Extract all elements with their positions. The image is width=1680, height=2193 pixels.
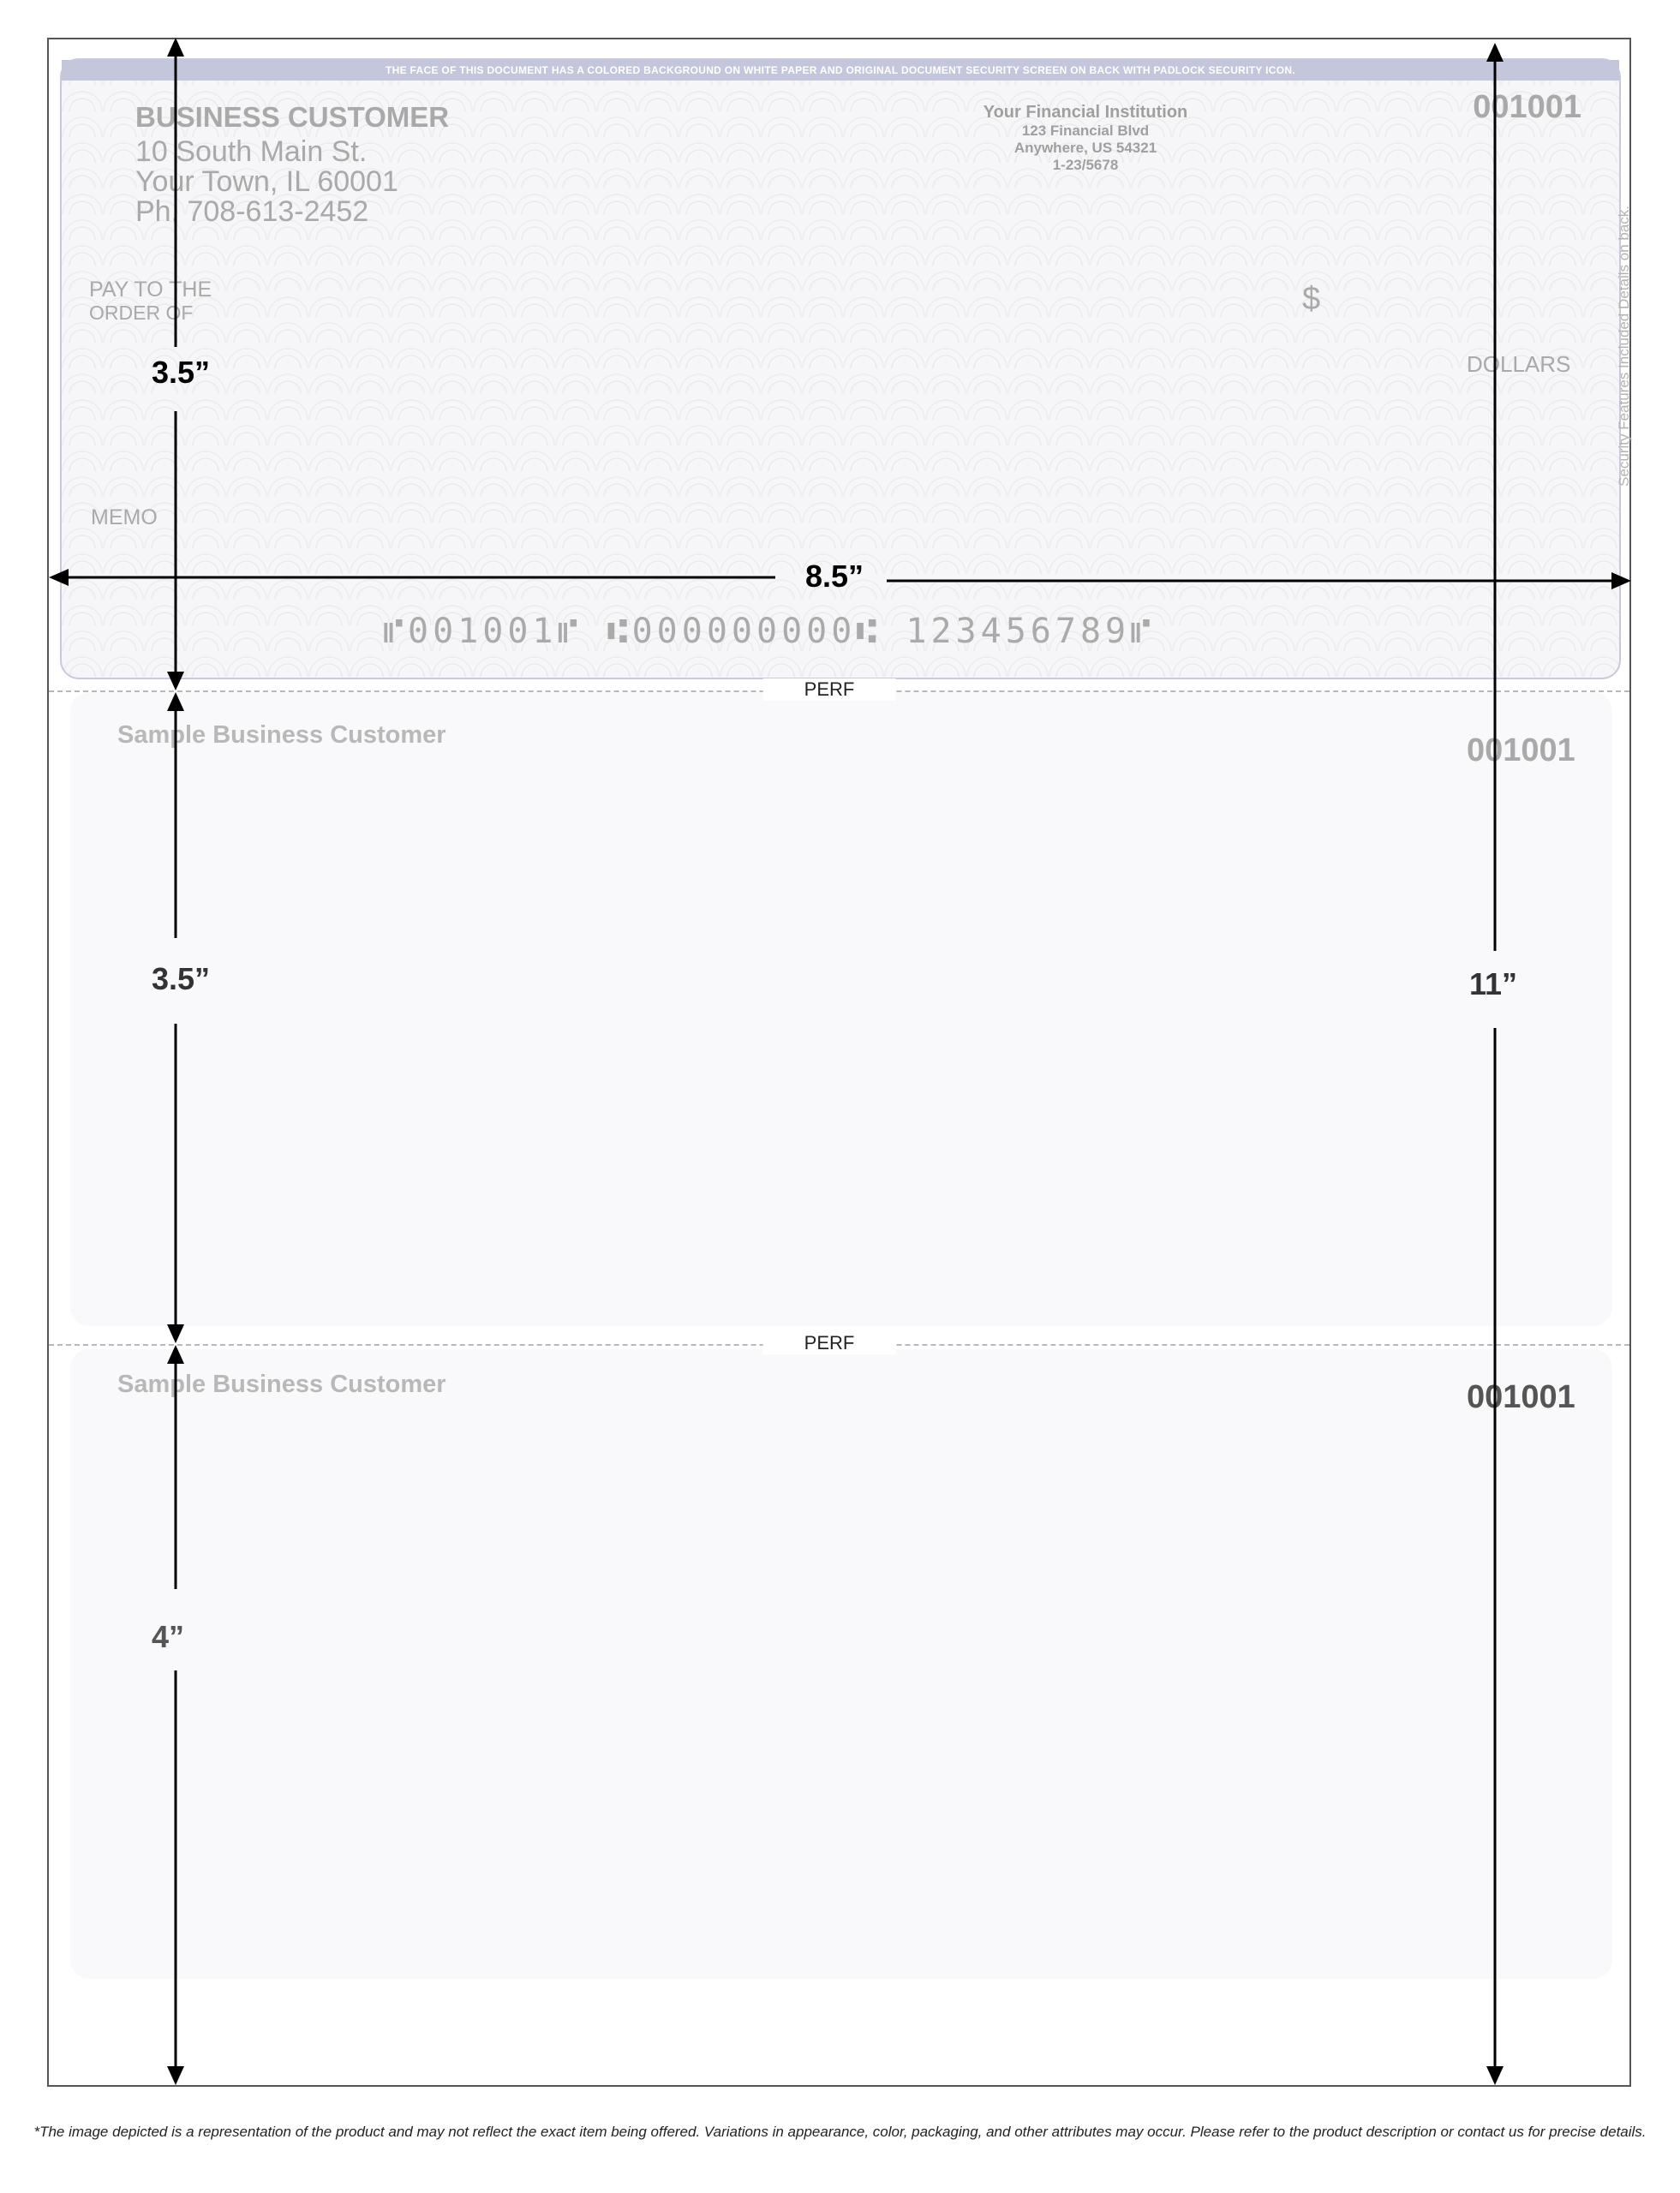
dimension-label-total-height: 11” — [1469, 966, 1518, 1001]
pay-to-label: PAY TO THE — [89, 278, 212, 302]
business-phone: Ph. 708-613-2452 — [135, 195, 369, 228]
business-address-line1: 10 South Main St. — [135, 135, 368, 168]
dimension-label-check-height: 3.5” — [152, 355, 211, 390]
bank-fraction: 1-23/5678 — [1052, 157, 1119, 173]
disclaimer-text: *The image depicted is a representation of the product and may not reflect the exact item being offered. Variations in appearance, color, packaging, and other attributes may occur. Please refer to the product description or contact us for precise details. — [33, 2124, 1647, 2140]
dimension-label-width: 8.5” — [805, 559, 864, 594]
stub-2-check-number: 001001 — [1467, 1379, 1575, 1415]
security-banner: THE FACE OF THIS DOCUMENT HAS A COLORED BACKGROUND ON WHITE PAPER AND ORIGINAL DOCUMENT SECURITY SCREEN ON BACK WITH PADLOCK SECURITY ICON. — [62, 60, 1619, 81]
perf-label-2: PERF — [763, 1332, 896, 1354]
business-address-line2: Your Town, IL 60001 — [135, 165, 398, 198]
order-of-label: ORDER OF — [89, 302, 194, 324]
dollar-sign: $ — [1302, 281, 1321, 317]
dollars-label: DOLLARS — [1467, 351, 1571, 377]
security-features-note: Security Features Included Details on back. — [1616, 206, 1632, 487]
business-name: BUSINESS CUSTOMER — [135, 101, 450, 133]
stub-2-customer-name: Sample Business Customer — [117, 1371, 446, 1398]
micr-line: ⑈001001⑈ ⑆000000000⑆ 123456789⑈ — [383, 612, 1156, 651]
dimension-label-stub1-height: 3.5” — [152, 961, 211, 996]
bank-name: Your Financial Institution — [983, 103, 1188, 122]
perf-label-1: PERF — [763, 678, 896, 701]
stub-1-customer-name: Sample Business Customer — [117, 721, 446, 749]
check-number: 001001 — [1473, 89, 1581, 125]
stub-1-check-number: 001001 — [1467, 732, 1575, 768]
memo-label: MEMO — [91, 505, 158, 529]
bank-city: Anywhere, US 54321 — [1013, 140, 1157, 156]
bank-address: 123 Financial Blvd — [1021, 122, 1150, 139]
dimension-label-stub2-height: 4” — [152, 1619, 185, 1654]
